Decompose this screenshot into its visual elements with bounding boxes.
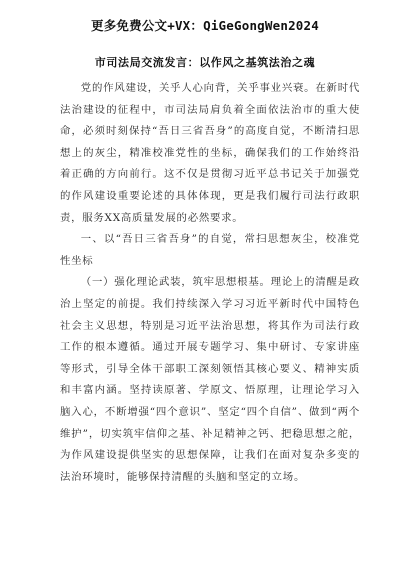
promo-banner: 更多免费公文+VX：QiGeGongWen2024 — [91, 18, 319, 33]
document-body — [60, 78, 360, 488]
subsection-paragraph: （一）强化理论武装，筑牢思想根基。理论上的清醒是政治上坚定的前提。我们持续深入学习习近平新时代中国特色社会主义思想，特别是习近平法治思想，将其作为司法行政工作的根本遵循。通过开展专题学习、集中研讨、专家讲座等形式，引导全体干部职工深刻领悟其核心要义、精神实质和丰富内涵。坚持读原著、学原文、悟原理，让理论学习入脑入心，不断增强“四个意识”、坚定“四个自信”、做到“两个维护”，切实筑牢信仰之基、补足精神之钙、把稳思想之舵，为作风建设提供坚实的思想保障，让我们在面对复杂多变的法治环境时，能够保持清醒的头脑和坚定的立场。 — [60, 276, 360, 483]
intro-paragraph: 党的作风建设，关乎人心向背，关乎事业兴衰。在新时代法治建设的征程中，市司法局肩负着全面依法治市的重大使命，必须时刻保持“吾日三省吾身”的高度自觉，不断清扫思想上的灰尘，精准校准党性的坐标，确保我们的工作始终沿着正确的方向前行。这不仅是贯彻习近平总书记关于加强党的作风建设重要论述的具体体现，更是我们履行司法行政职责，服务XX高质量发展的必然要求。 — [60, 82, 360, 224]
section-heading: 一、以“吾日三省吾身”的自觉，常扫思想灰尘，校准党性坐标 — [60, 233, 360, 267]
document-title: 市司法局交流发言：以作风之基筑法治之魂 — [94, 56, 316, 69]
